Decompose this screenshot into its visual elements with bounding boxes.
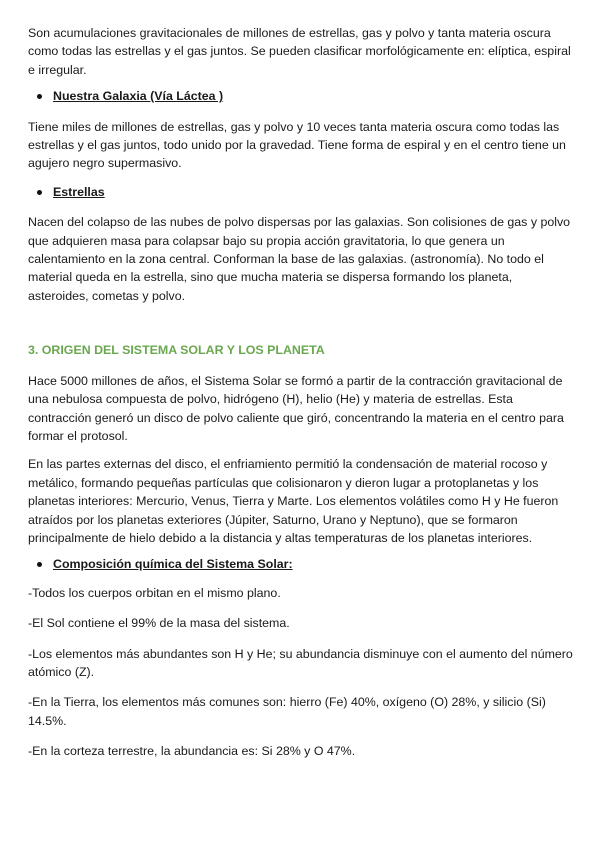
bullet-dot-icon xyxy=(37,190,42,195)
bullet-estrellas xyxy=(37,183,574,201)
section-title: 3. ORIGEN DEL SISTEMA SOLAR Y LOS PLANETA xyxy=(28,343,325,358)
bullet-composicion-label: Composición química del Sistema Solar: xyxy=(53,557,293,572)
document-page xyxy=(28,24,574,761)
bullet-dot-icon xyxy=(37,562,42,567)
bullet-dot-icon xyxy=(37,94,42,99)
composicion-item: -El Sol contiene el 99% de la masa del sistema. xyxy=(28,616,290,631)
composicion-item: -Los elementos más abundantes son H y He; su abundancia disminuye con el aumento del número atómico (Z). xyxy=(28,646,573,679)
bullet-estrellas-label: Estrellas xyxy=(53,184,105,199)
estrellas-paragraph: Nacen del colapso de las nubes de polvo dispersas por las galaxias. Son colisiones de gas y polvo que adquieren masa para colapsar bajo su propia acción gravitatoria, lo que genera un calentamiento en la zona central. Conforman la base de las galaxias. (astronomía). No todo el material queda en la estrella, sino que mucha materia se dispersa formando los planeta, asteroides, cometas y polvo. xyxy=(28,215,571,303)
bullet-galaxia-label: Nuestra Galaxia (Vía Láctea ) xyxy=(53,89,224,104)
bullet-composicion xyxy=(37,555,574,573)
origen-paragraph-1: Hace 5000 millones de años, el Sistema Solar se formó a partir de la contracción gravitacional de una nebulosa compuesta de polvo, hidrógeno (H), helio (He) y materia de estrellas. Esta contracción generó un disco de polvo caliente que giró, concentrando la materia en el centro para formar el protosol. xyxy=(28,373,564,443)
origen-paragraph-2: En las partes externas del disco, el enfriamiento permitió la condensación de material rocoso y metálico, formando pequeñas partículas que colisionaron y dieron lugar a protoplanetas y los planetas interiores: Mercurio, Venus, Tierra y Marte. Los elementos volátiles como H y He fueron atraídos por los planetas exteriores (Júpiter, Saturno, Urano y Neptuno), que se formaron principalmente de hielo debido a la distancia y altas temperaturas de los planetas interiores. xyxy=(28,457,559,545)
composicion-item: -Todos los cuerpos orbitan en el mismo plano. xyxy=(28,585,281,600)
galaxia-paragraph: Tiene miles de millones de estrellas, gas y polvo y 10 veces tanta materia oscura como todas las estrellas y el gas juntos, todo unido por la gravedad. Tiene forma de espiral y en el centro tiene un agujero negro supermasivo. xyxy=(28,119,566,171)
intro-paragraph: Son acumulaciones gravitacionales de millones de estrellas, gas y polvo y tanta materia oscura como todas las estrellas y el gas juntos. Se pueden clasificar morfológicamente en: elíptica, espiral e irregular. xyxy=(28,26,571,77)
composicion-item: -En la corteza terrestre, la abundancia es: Si 28% y O 47%. xyxy=(28,744,356,759)
composicion-item: -En la Tierra, los elementos más comunes son: hierro (Fe) 40%, oxígeno (O) 28%, y silicio (Si) 14.5%. xyxy=(28,695,546,728)
bullet-galaxia xyxy=(37,87,574,105)
